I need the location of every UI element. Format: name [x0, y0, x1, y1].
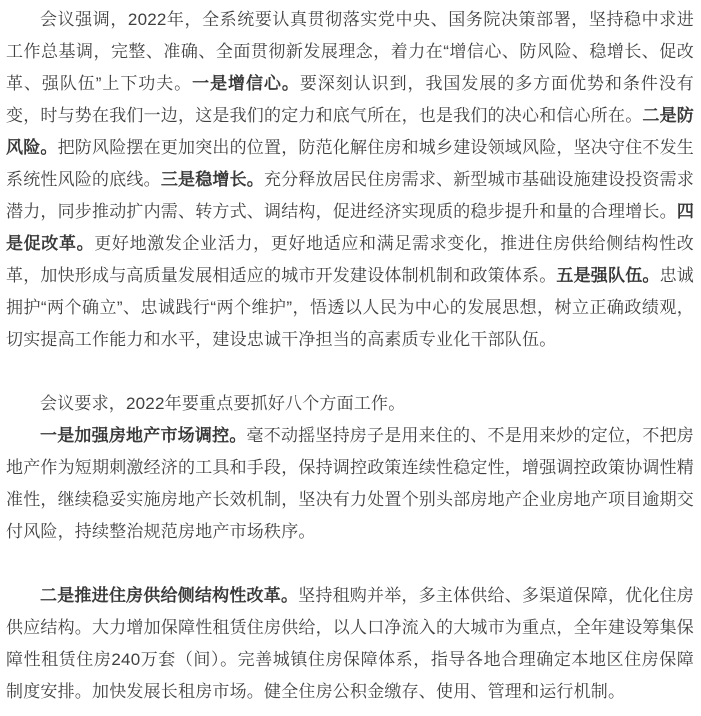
text-run-emphasis: 二是推进住房供给侧结构性改革。	[40, 586, 299, 605]
text-run: 把防风险摆在更加突出的位置，防范化解住房和城乡建设领域风险，坚决守住不发生系统性风险的底线。	[6, 138, 695, 189]
text-run: 充分释放居民住房需求、新型城市基础设施建设投资需求潜力，同步推动扩内需、转方式、调结构，促进经济实现质的稳步提升和量的合理增长。	[6, 170, 695, 221]
text-run-emphasis: 四是促改革。	[6, 202, 695, 253]
paragraph-spacer	[6, 548, 694, 580]
text-run: 会议要求，2022年要重点要抓好八个方面工作。	[40, 394, 406, 413]
text-run: 要深刻认识到，我国发展的多方面优势和条件没有变，时与势在我们一边，这是我们的定力和底气所在，也是我们的决心和信心所在。	[6, 74, 694, 125]
text-run: 会议强调，2022年，全系统要认真贯彻落实党中央、国务院决策部署，坚持稳中求进工作总基调，完整、准确、全面贯彻新发展理念，着力在“增信心、防风险、稳增长、促改革、强队伍”上下功夫。	[6, 10, 694, 93]
text-run: 更好地激发企业活力，更好地适应和满足需求变化，推进住房供给侧结构性改革，加快形成与高质量发展相适应的城市开发建设体制机制和政策体系。	[6, 234, 694, 285]
text-run-emphasis: 五是强队伍。	[556, 266, 660, 285]
text-run-emphasis: 三是稳增长。	[160, 170, 265, 189]
text-run: 坚持租购并举，多主体供给、多渠道保障，优化住房供应结构。大力增加保障性租赁住房供给，以人口净流入的大城市为重点，全年建设筹集保障性租赁住房240万套（间）。完善城镇住房保障体系，指导各地合理确定本地区住房保障制度安排。加快发展长租房市场。健全住房公积金缴存、使用、管理和运行机制。	[6, 586, 695, 701]
paragraph	[6, 4, 694, 356]
text-run: 忠诚拥护“两个确立”、忠诚践行“两个维护”，悟透以人民为中心的发展思想，树立正确政绩观，切实提高工作能力和水平，建设忠诚干净担当的高素质专业化干部队伍。	[6, 266, 695, 349]
text-run-emphasis: 二是防风险。	[6, 106, 695, 157]
paragraph	[6, 580, 694, 708]
text-run-emphasis: 一是增信心。	[192, 74, 300, 93]
paragraph	[6, 420, 694, 548]
text-run: 毫不动摇坚持房子是用来住的、不是用来炒的定位，不把房地产作为短期刺激经济的工具和手段，保持调控政策连续性稳定性，增强调控政策协调性精准性，继续稳妥实施房地产长效机制，坚决有力处置个别头部房地产企业房地产项目逾期交付风险，持续整治规范房地产市场秩序。	[6, 426, 694, 541]
paragraph-spacer	[6, 356, 694, 388]
paragraph	[6, 388, 694, 420]
text-run-emphasis: 一是加强房地产市场调控。	[40, 426, 247, 445]
